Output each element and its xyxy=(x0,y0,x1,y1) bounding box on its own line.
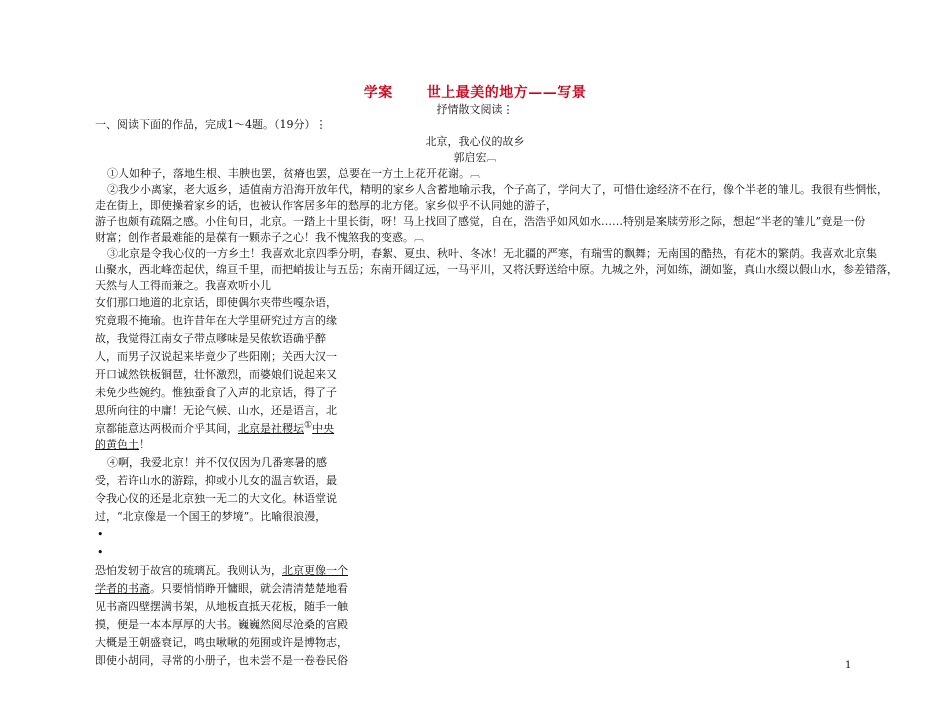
page-title xyxy=(0,82,950,102)
column-line: 思所向往的中庸！无论气候、山水，还是语言，北 xyxy=(95,404,337,417)
title-text: 世上最美的地方——写景 xyxy=(426,85,587,101)
title-label: 学案 xyxy=(363,85,393,101)
paragraph-3-line: 天然与人工得而兼之。我喜欢听小儿 xyxy=(95,279,271,292)
edit-mark: ︹ xyxy=(486,153,497,164)
paragraph-2-line: ②我少小离家，老大返乡，适值南方沿海开放年代，精明的家乡人含蓄地喻示我，个子高了，学问大了，可惜仕途经济不在行，像个半老的雏儿。我很有些惘怅， xyxy=(107,183,888,196)
column-text: ！ xyxy=(139,438,150,451)
column-text: 京都能意达两极而介乎其间， xyxy=(95,422,238,435)
column-text: 。只要悄悄睁开慵眼，就会清清楚楚地看 xyxy=(150,582,348,595)
underlined-phrase: 北京是社稷坛 xyxy=(238,422,304,435)
underlined-phrase: 的黄色土 xyxy=(95,438,139,451)
paragraph-3-line: ③北京是令我心仪的一方乡土！我喜欢北京四季分明，春絮、夏虫、秋叶、冬冰！无北疆的严寒，有瑞雪的飘舞；无南国的酷热，有花木的繁荫。我喜欢北京集 xyxy=(107,247,877,260)
edit-mark: ︹ xyxy=(414,233,424,244)
footnote-marker: ① xyxy=(304,420,313,431)
edit-mark: ︹ xyxy=(470,169,480,180)
paragraph-2-line xyxy=(95,230,424,247)
underlined-phrase: 北京更像一个 xyxy=(282,564,348,577)
column-line: 即使小胡同，寻常的小册子，也未尝不是一卷卷民俗 xyxy=(95,654,348,667)
paragraph-2-line: 游子也颇有疏隔之感。小住旬日，北京。一踏上十里长街，呀！马上找回了感觉，自在，浩浩乎如风如水……特别是案牍劳形之际，想起“半老的雏儿”竟是一份 xyxy=(95,215,866,228)
column-line: ④啊，我爱北京！并不仅仅因为几番寒暑的感 xyxy=(107,456,327,469)
column-line xyxy=(95,421,334,437)
essay-title: 北京，我心仪的故乡 xyxy=(425,135,525,148)
column-line: 故，我觉得江南女子带点嗲味是吴侬软语确乎醉 xyxy=(95,332,326,345)
paragraph-1 xyxy=(107,166,480,183)
column-line: 未免少些婉约。惟独蚕食了入声的北京话，得了子 xyxy=(95,386,337,399)
column-line: 人，而男子汉说起来毕竟少了些阳刚；关西大汉一 xyxy=(95,350,337,363)
column-text: 恐怕发轫于故宫的琉璃瓦。我则认为， xyxy=(95,564,282,577)
column-line xyxy=(95,563,348,579)
underlined-phrase: 学者的书斋 xyxy=(95,582,150,595)
question-instruction: 一、阅读下面的作品，完成1～4题。（19分）⋮ xyxy=(95,118,327,131)
essay-author xyxy=(0,150,950,167)
author-name: 郭启宏 xyxy=(453,151,487,164)
column-line: 过，“北京像是一个国王的梦境”。比喻很浪漫， xyxy=(95,510,327,523)
paragraph-2-text: 财富；创作者最难能的是葆有一颗赤子之心！我不愧煞我的变惑。 xyxy=(95,231,414,244)
paragraph-1-text: ①人如种子，落地生根、丰腴也罢，贫瘠也罢，总要在一方土上花开花谢。 xyxy=(107,167,470,180)
column-line: 受，若许山水的游踪，抑或小儿女的温言软语，最 xyxy=(95,474,337,487)
column-line: 女们那口地道的北京话，即使偶尔夹带些嘎杂语， xyxy=(95,296,337,309)
paragraph-3-line: 山聚水，西北峰峦起伏，绵亘千里，而把峭拔让与五岳；东南开阔辽远，一马平川，又将沃野送给中原。九城之外，河如练，湖如鉴，真山水缀以假山水，参差错落， xyxy=(95,263,898,276)
column-line xyxy=(95,581,348,597)
column-line: 大概是王朝盛衰记，鸣虫啾啾的苑囿或许是博物志， xyxy=(95,636,348,649)
bullet-mark: • xyxy=(97,528,104,541)
column-line: 令我心仪的还是北京独一无二的大文化。林语堂说 xyxy=(95,492,337,505)
underlined-phrase: 中央 xyxy=(312,422,335,435)
bullet-mark: • xyxy=(97,546,104,559)
column-line: 摸，便是一本本厚厚的大书。巍巍然阅尽沧桑的宫殿 xyxy=(95,618,348,631)
column-line: 开口诚然铁板铜琶，壮怀激烈，而婆娘们说起来又 xyxy=(95,368,337,381)
column-line: 见书斋四壁摆满书架，从地板直抵天花板，随手一触 xyxy=(95,600,348,613)
column-line: 究竟瑕不掩瑜。也许昔年在大学里研究过方言的缘 xyxy=(95,314,337,327)
paragraph-2-line: 走在街上，即使操着家乡的话，也被认作客居多年的愁厚的北方佬。家乡似乎不认同她的游子， xyxy=(95,199,557,212)
page-number: 1 xyxy=(845,660,852,671)
column-line xyxy=(95,437,150,453)
page-subtitle: 抒情散文阅读⋮ xyxy=(436,103,514,116)
